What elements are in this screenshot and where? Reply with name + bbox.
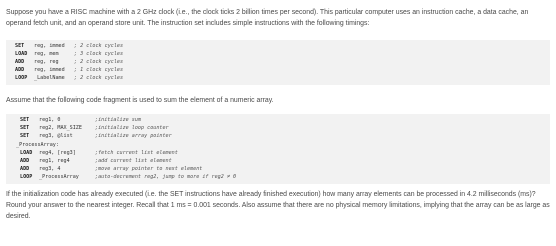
timing-operands: _LabelName — [34, 75, 65, 81]
code-operands: reg2, MAX_SIZE — [39, 125, 82, 132]
timing-comment: ; 3 clock cycles — [74, 51, 124, 57]
code-operands: reg3, 4 — [39, 166, 61, 173]
code-operands: reg4, [reg3] — [39, 149, 76, 156]
code-label: _ProcessArray: — [16, 141, 59, 148]
code-opcode: SET — [20, 133, 30, 140]
code-opcode: SET — [20, 117, 30, 123]
timing-operands: reg, immed — [34, 67, 65, 73]
timing-opcode: ADD — [15, 67, 25, 73]
code-comment: ;add current list element — [95, 158, 172, 164]
code-operands: reg1, reg4 — [39, 158, 70, 164]
timing-opcode: SET — [15, 43, 25, 49]
code-opcode: ADD — [20, 166, 30, 173]
timing-opcode: ADD — [15, 59, 25, 65]
code-opcode: SET — [20, 125, 30, 132]
timing-opcode: LOAD — [15, 51, 28, 57]
timing-comment: ; 2 clock cycles — [74, 43, 124, 49]
question-paragraph: If the initialization code has already executed (i.e. the SET instructions have already finished execution) how many array elements can be processed in 4.2 milliseconds (ms)? Round your answer to the nearest integer. Recall that 1 ms = 0.001 seconds. Also assume that there are no physical memory limitations, implying that the array can be as large as desired. — [6, 191, 550, 220]
code-comment: ;fetch current list element — [95, 149, 178, 156]
code-comment: ;initialize array pointer — [95, 133, 172, 140]
code-comment: ;initialize loop counter — [95, 125, 169, 132]
timing-opcode: LOOP — [15, 75, 28, 81]
code-comment: ;move array pointer to next element — [95, 166, 203, 173]
timing-comment: ; 2 clock cycles — [74, 59, 124, 65]
code-operands: _ProcessArray — [39, 174, 79, 181]
timing-comment: ; 2 clock cycles — [74, 75, 124, 81]
code-comment: ;initialize sum — [95, 117, 142, 123]
array-sum-code-block — [6, 114, 550, 184]
intro-paragraph: Suppose you have a RISC machine with a 2 GHz clock (i.e., the clock ticks 2 billion times per second). This particular computer uses an instruction cache, a data cache, an operand fetch unit, and an operand store unit. The instruction set includes simple instructions with the following timings: — [6, 9, 529, 27]
timing-operands: reg, reg — [34, 59, 59, 65]
code-operands: reg3, @list — [39, 133, 73, 140]
timing-comment: ; 1 clock cycles — [74, 67, 124, 73]
timing-operands: reg, immed — [34, 43, 65, 49]
code-opcode: ADD — [20, 158, 30, 164]
code-operands: reg1, 0 — [39, 117, 61, 123]
code-opcode: LOOP — [20, 174, 33, 181]
code-comment: ;auto-decrement reg2, jump to more if reg2 ≠ 0 — [95, 174, 237, 181]
timing-operands: reg, mem — [34, 51, 59, 57]
code-opcode: LOAD — [20, 149, 33, 156]
assumption-paragraph: Assume that the following code fragment is used to sum the element of a numeric array. — [6, 97, 274, 104]
instruction-timings-code-block — [6, 40, 550, 85]
